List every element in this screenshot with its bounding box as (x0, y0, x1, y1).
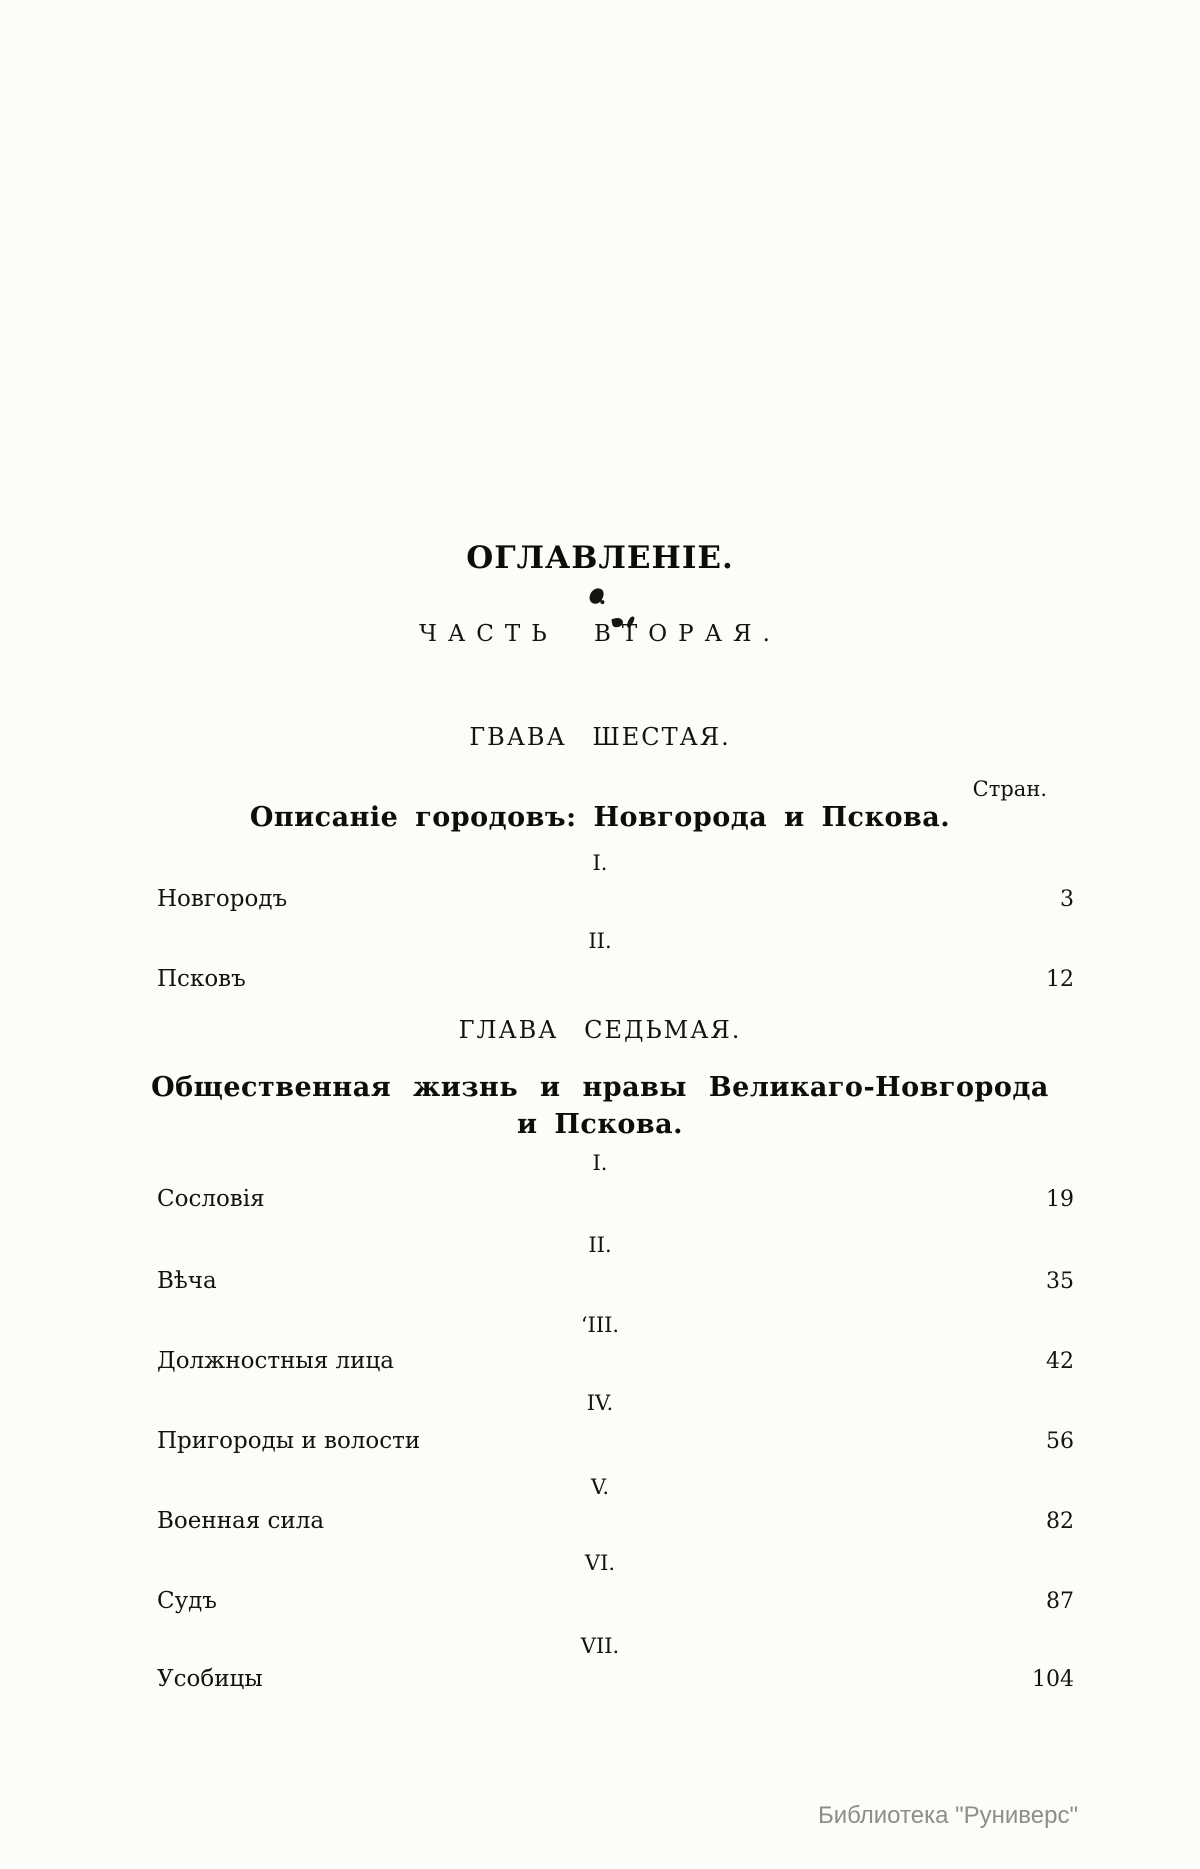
entry-label: Сословія (157, 1186, 265, 1212)
section-numeral: IV. (586, 1391, 614, 1415)
entry-label: Военная сила (157, 1508, 325, 1534)
entry-label: Судъ (157, 1588, 217, 1614)
section-numeral: V. (590, 1475, 610, 1499)
section-numeral: II. (588, 929, 612, 953)
section-numeral: VI. (584, 1551, 616, 1575)
toc-entry (157, 1508, 1074, 1534)
entry-label: Усобицы (157, 1666, 263, 1692)
toc-entry (157, 1428, 1074, 1454)
toc-entry (157, 1348, 1074, 1374)
part-heading: ЧАСТЬ ВТОРАЯ. (419, 621, 781, 647)
section-numeral: ‘III. (580, 1313, 620, 1337)
section-numeral: VII. (580, 1634, 620, 1658)
toc-entry (157, 1588, 1074, 1614)
ink-blot-icon (588, 586, 605, 605)
chapter-seven-heading: ГЛАВА СЕДЬМАЯ. (458, 1016, 742, 1044)
chapter-six-title: Описаніе городовъ: Новгорода и Пскова. (249, 802, 951, 833)
entry-page-number: 35 (1046, 1269, 1074, 1294)
toc-entry (157, 966, 1074, 992)
entry-page-number: 104 (1032, 1667, 1074, 1692)
entry-label: Новгородъ (157, 886, 288, 912)
chapter-seven-title-line1: Общественная жизнь и нравы Великаго-Новгорода (151, 1072, 1049, 1103)
section-numeral: II. (588, 1233, 612, 1257)
entry-label: Пригороды и волости (157, 1428, 421, 1454)
library-watermark: Библиотека "Руниверс" (817, 1802, 1078, 1829)
entry-page-number: 42 (1046, 1349, 1074, 1374)
entry-page-number: 3 (1060, 887, 1074, 912)
entry-page-number: 87 (1046, 1589, 1074, 1614)
entry-page-number: 56 (1046, 1429, 1074, 1454)
toc-entry (157, 1666, 1074, 1692)
entry-page-number: 82 (1046, 1509, 1074, 1534)
entry-label: Должностныя лица (157, 1348, 394, 1374)
entry-label: Псковъ (157, 966, 246, 992)
toc-entry (157, 1186, 1074, 1212)
toc-entry (157, 886, 1074, 912)
section-numeral: I. (592, 1151, 608, 1175)
entry-page-number: 19 (1046, 1187, 1074, 1212)
chapter-six-heading: ГВАВА ШЕСТАЯ. (469, 723, 731, 751)
entry-page-number: 12 (1046, 967, 1074, 992)
section-numeral: I. (592, 851, 608, 875)
toc-entry (157, 1268, 1074, 1294)
entry-label: Вѣча (157, 1268, 217, 1294)
chapter-seven-title-line2: и Пскова. (516, 1109, 684, 1140)
page-column-header: Стран. (972, 777, 1047, 801)
page-title: ОГЛАВЛЕНІЕ. (466, 540, 734, 576)
